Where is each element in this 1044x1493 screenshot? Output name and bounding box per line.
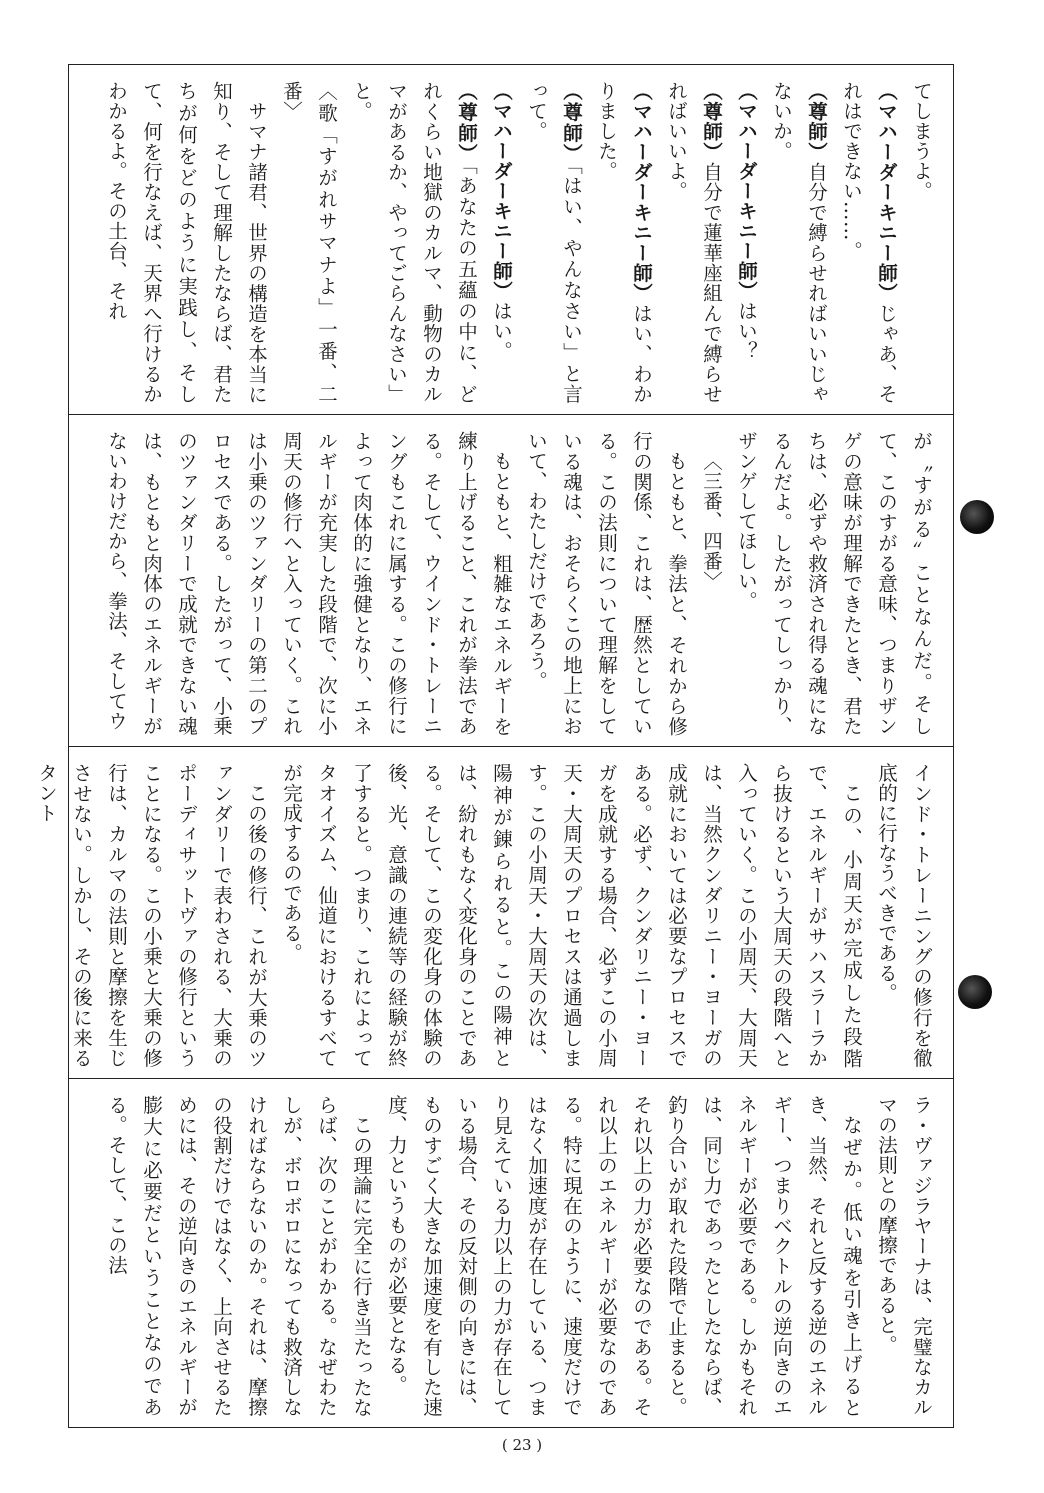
paragraph: この、小周天が完成した段階で、エネルギーがサハスラーラから抜けるという大周天の段階へと入っていく。この小周天、大周天は、当然クンダリニー・ヨーガの成就においては必要なプロセスである。必ず、クンダリニー・ヨーガを成就する場合、必ずこの小周天・大周天のプロセスは通過します。この小周天・大周天の次は、陽神が錬られると。この陽神とは、紛れもなく変化身のことである。そして、この変化身の体験の後、光、意識の連続等の経験が終了すると。つまり、これによってタオイズム、仙道におけるすべてが完成するのである。 (280, 763, 863, 1068)
paragraph: てしまうよ。 (910, 81, 933, 201)
speech-text: はい。 (490, 301, 513, 361)
paragraph: なぜか。低い魂を引き上げるとき、当然、それと反する逆のエネルギー、つまりベクトルの逆向きのエネルギーが必要である。しかもそれは、同じ力であったとしたならば、釣り合いが取れた段階で止まると。それ以上の力が必要なのである。それ以上のエネルギーが必要なのである。特に現在のように、速度だけではなく加速度が存在している、つまり見えている力以上の力が存在している場合、その反対側の向きには、ものすごく大きな加速度を有した速度、力というものが必要となる。 (385, 1095, 863, 1417)
paragraph: この後の修行、これが大乗のツァンダリーで表わされる、大乗のポーディサットヴァの修行ということになる。この小乗と大乗の修行は、カルマの法則と摩擦を生じさせない。しかし、その後に来るタント (35, 763, 268, 1068)
speech-text: 「あなたの五蘊の中に、どれくらい地獄のカルマ、動物のカルマがあるか、やってごらんなさい」と。 (350, 81, 478, 405)
paragraph: サマナ諸君、世界の構造を本当に知り、そして理解したならば、君たちが何をどのように実践し、そして、何を行なえば、天界へ行けるかわかるよ。その土台、それ (105, 81, 268, 404)
speaker-label: （尊師） (560, 81, 583, 165)
speaker-label: （尊師） (455, 81, 478, 165)
speech-text: 自分で蓮華座組んで縛らせればいいよ。 (665, 81, 723, 405)
paragraph (834, 81, 904, 404)
binder-hole-top (960, 500, 994, 534)
speaker-label: （マハーダーキニー師） (490, 81, 513, 301)
paragraph: が〝すがる〟ことなんだ。そして、このすがる意味、つまりザンゲの意味が理解できたとき、君たちは、必ずや救済され得る魂になるんだよ。したがってしっかり、ザンゲしてほしい。 (735, 431, 933, 736)
tier-3 (35, 746, 953, 1078)
paragraph: もともと、拳法と、それから修行の関係、これは、歴然としている。この法則について理解をしている魂は、おそらくこの地上において、わたしだけであろう。 (525, 431, 688, 736)
paragraph: 〈三番、四番〉 (700, 450, 723, 591)
paragraph (344, 81, 484, 404)
speaker-label: （マハーダーキニー師） (735, 81, 758, 301)
speech-text: 自分で縛らせればいいじゃないか。 (770, 81, 828, 405)
paragraph (729, 81, 764, 404)
paragraph: インド・トレーニングの修行を徹底的に行なうべきである。 (875, 763, 933, 1068)
paragraph (484, 81, 519, 404)
tier-3-text (29, 763, 939, 1068)
page-number: ( 23 ) (501, 1436, 543, 1454)
tier-1 (69, 65, 953, 414)
paragraph: 〈歌「すがれサマナよ」一番、二番〉 (280, 81, 338, 404)
tier-2 (69, 414, 953, 746)
paragraph (589, 81, 659, 404)
speaker-label: （マハーダーキニー師） (630, 81, 653, 304)
speech-text: 「はい、やんなさい」と言って。 (525, 81, 583, 405)
paragraph: この理論に完全に行き当たったならば、次のことがわかる。なぜわたしが、ボロボロになっても救済しなければならないのか。それは、摩擦の役割だけではなく、上向させるためには、その逆向きのエネルギーが膨大に必要だということなのである。そして、この法 (105, 1095, 373, 1417)
tier-2-text (99, 431, 939, 736)
text-frame (35, 64, 954, 1428)
paragraph: もともと、粗雑なエネルギーを練り上げること、これが拳法である。そして、ウインド・トレーニングもこれに属する。この修行によって肉体的に強健となり、エネルギーが充実した段階で、次に小周天の修行へと入っていく。これは小乗のツァンダリーの第二のプロセスである。したがって、小乗のツァンダリーで成就できない魂は、もともと肉体のエネルギーがないわけだから、拳法、そしてウ (105, 431, 513, 736)
tier-4-text (99, 1095, 939, 1417)
tier-1-text (99, 81, 939, 404)
paragraph (764, 81, 834, 404)
tier-4 (69, 1078, 953, 1427)
paragraph: ラ・ヴァジラヤーナは、完璧なカルマの法則との摩擦であると。 (875, 1095, 933, 1417)
binder-hole-bottom (958, 975, 992, 1009)
speaker-label: （マハーダーキニー師） (875, 81, 898, 304)
speech-text: はい？ (735, 301, 758, 361)
speaker-label: （尊師） (805, 81, 828, 162)
speech-text: はい、わかりました。 (595, 81, 653, 405)
speaker-label: （尊師） (700, 81, 723, 162)
speech-text: じゃあ、それはできない……。 (840, 81, 898, 405)
paragraph (659, 81, 729, 404)
paragraph (519, 81, 589, 404)
